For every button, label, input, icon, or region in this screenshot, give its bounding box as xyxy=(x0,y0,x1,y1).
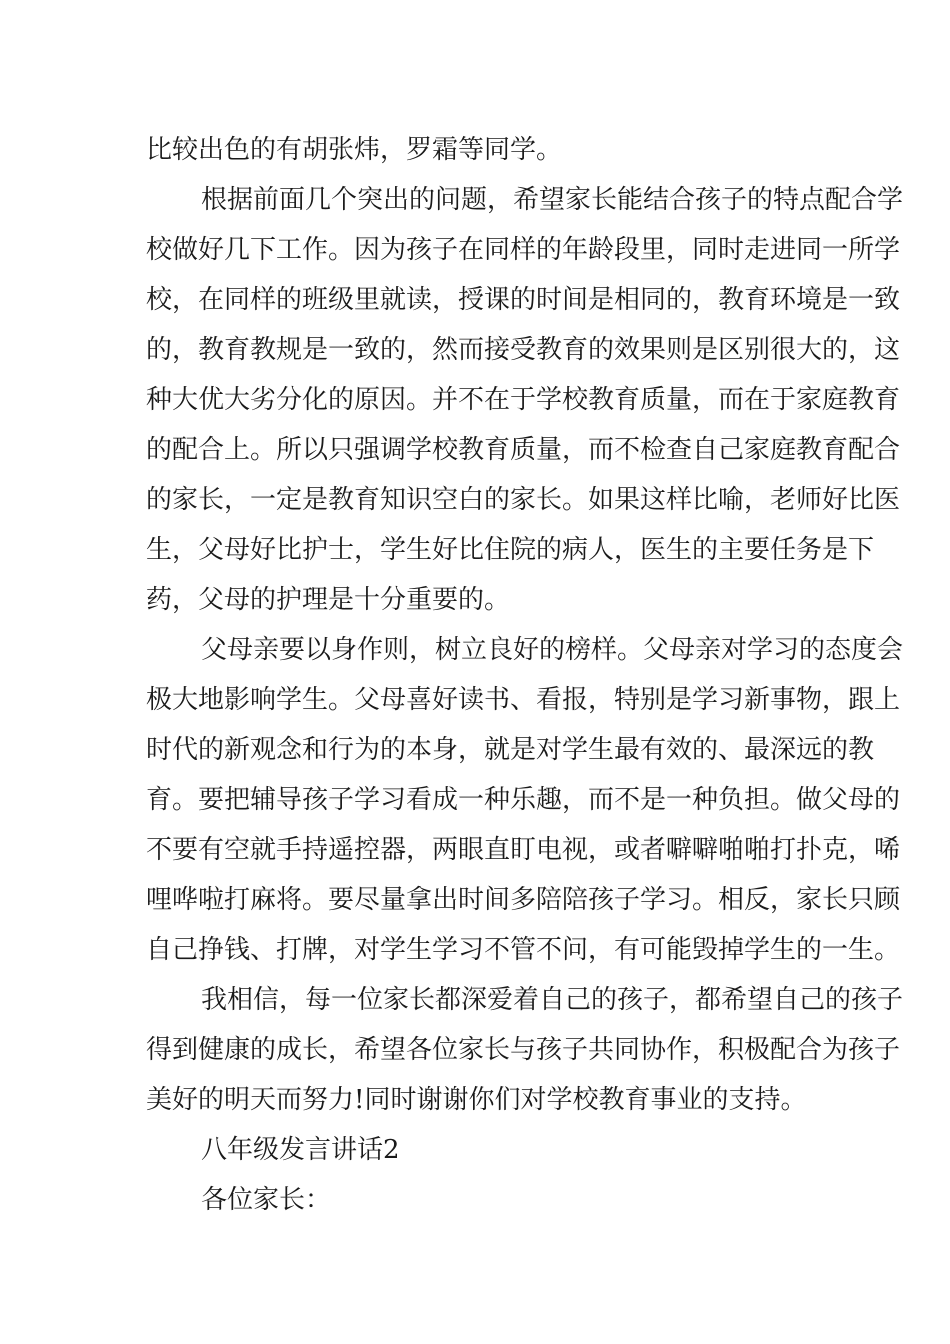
text-line: 的，教育教规是一致的，然而接受教育的效果则是区别很大的，这 xyxy=(146,335,901,365)
text-line: 时代的新观念和行为的本身，就是对学生最有效的、最深远的教 xyxy=(146,735,875,765)
text-line: 育。要把辅导孩子学习看成一种乐趣，而不是一种负担。做父母的 xyxy=(146,785,901,815)
text-line: 的家长，一定是教育知识空白的家长。如果这样比喻，老师好比医 xyxy=(146,485,901,515)
paragraph-first-line: 父母亲要以身作则，树立良好的榜样。父母亲对学习的态度会 xyxy=(201,635,904,665)
text-line: 的配合上。所以只强调学校教育质量，而不检查自己家庭教育配合 xyxy=(146,435,901,465)
text-line: 不要有空就手持遥控器，两眼直盯电视，或者噼噼啪啪打扑克，唏 xyxy=(146,835,901,865)
paragraph-first-line: 我相信，每一位家长都深爱着自己的孩子，都希望自己的孩子 xyxy=(201,985,904,1015)
text-line: 比较出色的有胡张炜，罗霜等同学。 xyxy=(146,135,563,165)
section-heading: 八年级发言讲话2 xyxy=(201,1135,400,1165)
text-line: 种大优大劣分化的原因。并不在于学校教育质量，而在于家庭教育 xyxy=(146,385,901,415)
salutation: 各位家长： xyxy=(201,1185,332,1215)
text-line: 极大地影响学生。父母喜好读书、看报，特别是学习新事物，跟上 xyxy=(146,685,901,715)
text-line: 哩哗啦打麻将。要尽量拿出时间多陪陪孩子学习。相反，家长只顾 xyxy=(146,885,901,915)
text-line: 药，父母的护理是十分重要的。 xyxy=(146,585,511,615)
text-line: 校做好几下工作。因为孩子在同样的年龄段里，同时走进同一所学 xyxy=(146,235,901,265)
text-line: 校，在同样的班级里就读，授课的时间是相同的，教育环境是一致 xyxy=(146,285,901,315)
text-line: 生，父母好比护士，学生好比住院的病人，医生的主要任务是下 xyxy=(146,535,875,565)
text-line: 美好的明天而努力!同时谢谢你们对学校教育事业的支持。 xyxy=(146,1085,807,1115)
text-line: 自己挣钱、打牌，对学生学习不管不问，有可能毁掉学生的一生。 xyxy=(146,935,901,965)
paragraph-first-line: 根据前面几个突出的问题，希望家长能结合孩子的特点配合学 xyxy=(201,185,904,215)
text-line: 得到健康的成长，希望各位家长与孩子共同协作，积极配合为孩子 xyxy=(146,1035,901,1065)
